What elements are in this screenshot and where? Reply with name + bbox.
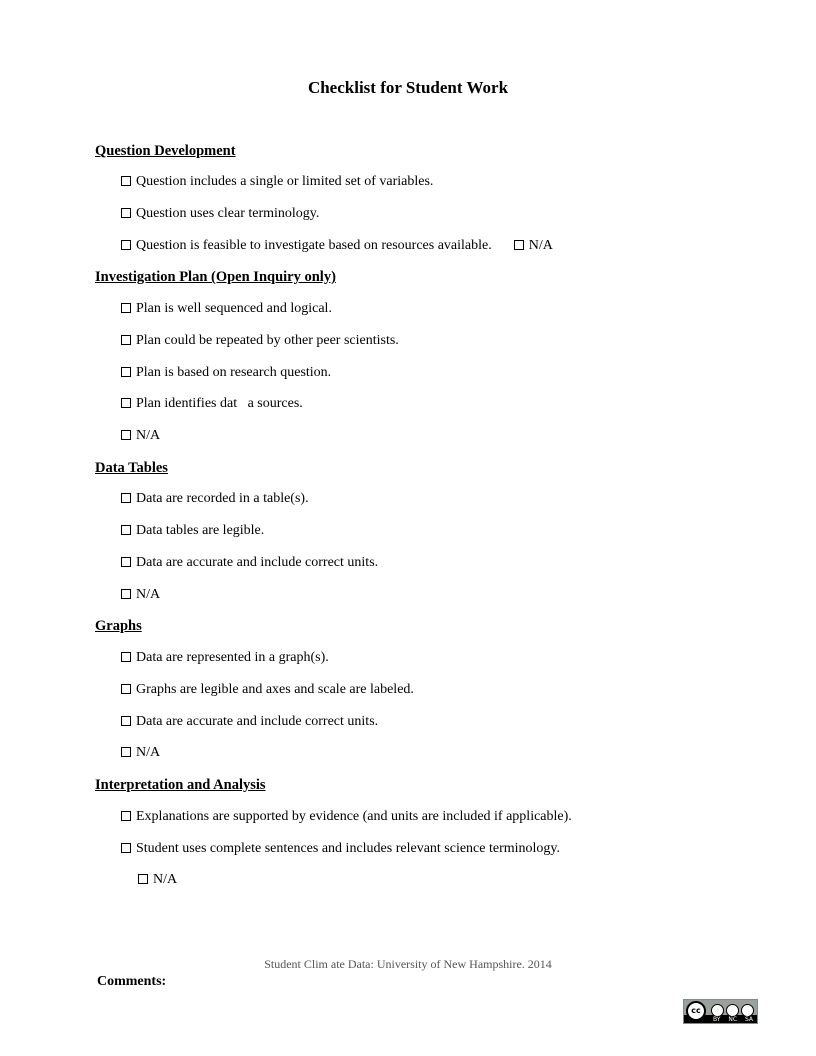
checklist-item[interactable]: Plan could be repeated by other peer scientists. — [121, 333, 399, 349]
checkbox-icon[interactable] — [121, 811, 131, 821]
checklist-item[interactable]: Plan identifies dat a sources. — [121, 396, 303, 412]
section-heading-investigation-plan: Investigation Plan (Open Inquiry only) — [95, 269, 336, 285]
checkbox-icon[interactable] — [121, 367, 131, 377]
checklist-item[interactable]: Data are represented in a graph(s). — [121, 650, 329, 666]
checkbox-icon[interactable] — [121, 335, 131, 345]
checkbox-icon[interactable] — [121, 240, 131, 250]
checkbox-icon[interactable] — [121, 684, 131, 694]
page-title: Checklist for Student Work — [307, 78, 509, 97]
section-heading-graphs: Graphs — [95, 618, 142, 634]
checklist-item-na[interactable]: N/A — [121, 587, 160, 603]
checklist-item[interactable]: Data are accurate and include correct units. — [121, 714, 378, 730]
section-heading-data-tables: Data Tables — [95, 460, 168, 476]
license-label-by: BY — [712, 1016, 721, 1023]
checklist-item-na[interactable]: N/A — [121, 428, 160, 444]
checkbox-icon[interactable] — [514, 240, 524, 250]
section-heading-question-development: Question Development — [95, 143, 236, 159]
checkbox-icon[interactable] — [121, 208, 131, 218]
checklist-item[interactable]: Plan is well sequenced and logical. — [121, 301, 332, 317]
checkbox-icon[interactable] — [121, 716, 131, 726]
checklist-item-na[interactable]: N/A — [121, 745, 160, 761]
checkbox-icon[interactable] — [121, 589, 131, 599]
checklist-item[interactable]: Data are accurate and include correct units. — [121, 555, 378, 571]
checkbox-icon[interactable] — [121, 303, 131, 313]
license-label-sa: SA — [744, 1016, 754, 1023]
checkbox-icon[interactable] — [121, 747, 131, 757]
na-option[interactable]: N/A — [514, 238, 553, 253]
comments-label: Comments: — [97, 974, 167, 989]
license-label-nc: NC — [728, 1016, 738, 1023]
checkbox-icon[interactable] — [121, 430, 131, 440]
checkbox-icon[interactable] — [121, 398, 131, 408]
checklist-item[interactable]: Data tables are legible. — [121, 523, 264, 539]
checkbox-icon[interactable] — [121, 843, 131, 853]
checkbox-icon[interactable] — [121, 525, 131, 535]
checkbox-icon[interactable] — [121, 493, 131, 503]
checkbox-icon[interactable] — [121, 557, 131, 567]
checklist-item[interactable]: Student uses complete sentences and includes relevant science terminology. — [121, 841, 560, 857]
creative-commons-by-nc-sa-icon — [683, 999, 758, 1024]
checklist-item[interactable]: Plan is based on research question. — [121, 365, 331, 381]
checkbox-icon[interactable] — [121, 176, 131, 186]
page-footer: Student Clim ate Data: University of New Hampshire. 2014 — [264, 957, 552, 971]
checklist-item-na[interactable]: N/A — [138, 872, 177, 888]
section-heading-interpretation-analysis: Interpretation and Analysis — [95, 777, 266, 793]
checklist-item[interactable]: Explanations are supported by evidence (and units are included if applicable). — [121, 809, 572, 825]
checklist-item[interactable]: Data are recorded in a table(s). — [121, 491, 309, 507]
checklist-item[interactable]: Graphs are legible and axes and scale are labeled. — [121, 682, 414, 698]
checkbox-icon[interactable] — [121, 652, 131, 662]
checklist-item[interactable]: Question is feasible to investigate based on resources available. N/A — [121, 238, 553, 254]
cc-logo-icon: cc — [686, 1001, 706, 1021]
checklist-item[interactable]: Question uses clear terminology. — [121, 206, 319, 222]
checklist-item[interactable]: Question includes a single or limited set of variables. — [121, 174, 433, 190]
checkbox-icon[interactable] — [138, 874, 148, 884]
